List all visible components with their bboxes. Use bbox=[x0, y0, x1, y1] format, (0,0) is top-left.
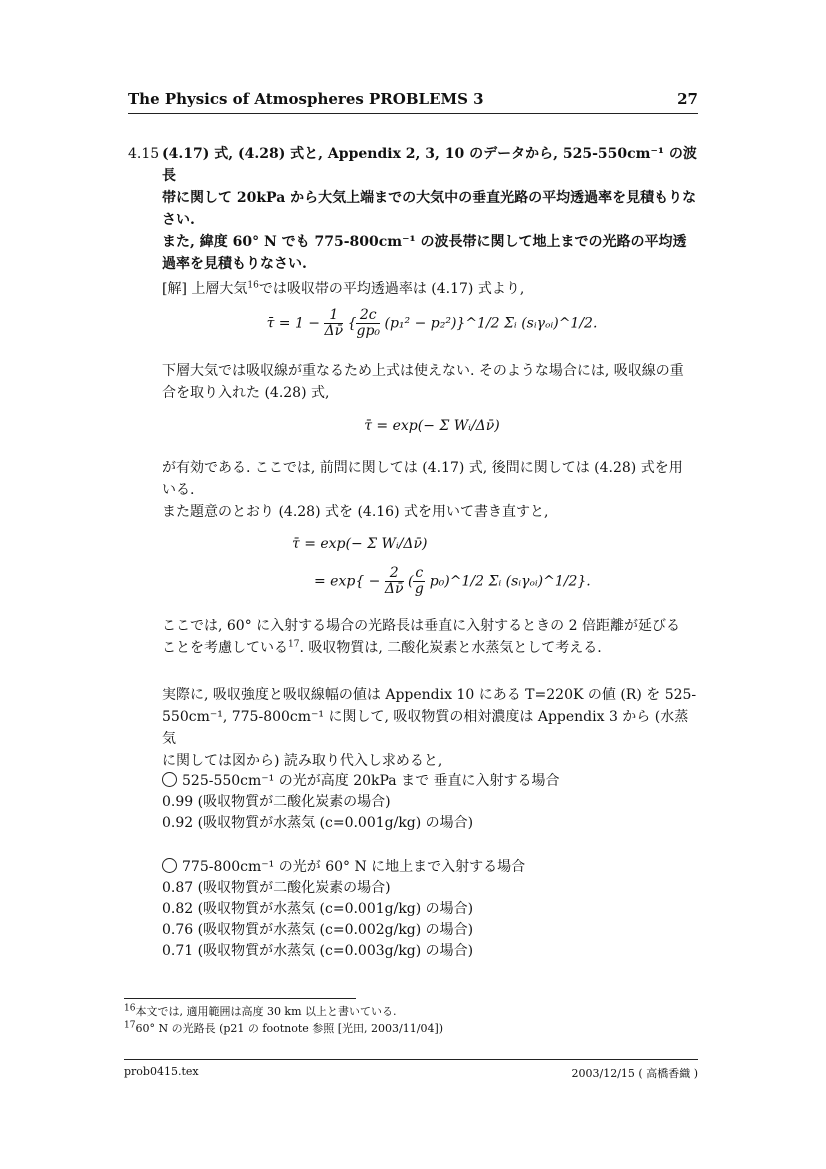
result-item: 0.99 (吸収物質が二酸化炭素の場合) bbox=[162, 794, 391, 810]
paragraph-line: に関しては図から) 読み取り代入し求めると, bbox=[162, 753, 443, 769]
eq3b-frac-num: c bbox=[415, 565, 424, 581]
result-item: 0.87 (吸収物質が二酸化炭素の場合) bbox=[162, 880, 391, 896]
problem-statement bbox=[162, 143, 702, 275]
equation-3a: τ̄ = exp(− Σ Wᵢ/Δν̄) bbox=[292, 536, 428, 552]
paragraph bbox=[162, 615, 702, 659]
result-item: 0.76 (吸収物質が水蒸気 (c=0.002g/kg) の場合) bbox=[162, 922, 474, 938]
eq3b-post: p₀)^1/2 Σᵢ (sᵢγₒᵢ)^1/2}. bbox=[429, 573, 591, 590]
paragraph-line: 実際に, 吸収強度と吸収線幅の値は Appendix 10 にある T=220K の値 (R) を 525- bbox=[162, 687, 697, 703]
footer-date-author: 2003/12/15 ( 高橋香織 ) bbox=[571, 1067, 698, 1080]
case-2 bbox=[162, 857, 525, 962]
paragraph-line: ここでは, 60° に入射する場合の光路長は垂直に入射するときの 2 倍距離が延びる bbox=[162, 618, 680, 634]
circle-bullet-icon bbox=[162, 772, 177, 787]
page-number: 27 bbox=[677, 90, 698, 108]
eq1-frac-num: 1 bbox=[324, 308, 343, 324]
problem-line: 過率を見積もりなさい. bbox=[162, 256, 307, 272]
problem-number: 4.15 bbox=[128, 146, 160, 162]
eq3b-fraction bbox=[385, 566, 404, 597]
intro-text: [解] 上層大気 bbox=[162, 281, 248, 297]
eq1-lhs: τ̄ = 1 − bbox=[266, 315, 321, 332]
equation-1: τ̄ = 1 − $\frac{1}{\Delta\nū}$ { $\frac{2c}{\text{gp₀}}$ (p₁² − p₂²)}^1/2 Σᵢ (sᵢγₒᵢ)^1/2. bbox=[266, 307, 598, 339]
problem-line: (4.17) 式, (4.28) 式と, Appendix 2, 3, 10 のデータから, 525-550cm⁻¹ の波長 bbox=[162, 146, 697, 184]
eq1-frac-den: Δν̄ bbox=[324, 323, 344, 339]
paragraph bbox=[162, 684, 702, 772]
eq1-rest: (p₁² − p₂²)}^1/2 Σᵢ (sᵢγₒᵢ)^1/2. bbox=[384, 315, 598, 332]
paragraph-line: ことを考慮している$^{17}$. 吸収物質は, 二酸化炭素と水蒸気として考える. bbox=[162, 639, 602, 656]
footnote-ref: 16 bbox=[247, 280, 259, 291]
problem-line: さい. bbox=[162, 212, 195, 228]
footnote: $^{17}$60° N の光路長 (p21 の footnote 参照 [光田, 2003/11/04]) bbox=[124, 1020, 444, 1035]
case-heading: 775-800cm⁻¹ の光が 60° N に地上まで入射する場合 bbox=[162, 857, 525, 878]
paragraph-line: 550cm⁻¹, 775-800cm⁻¹ に関して, 吸収物質の相対濃度は Appendix 3 から (水蒸気 bbox=[162, 709, 689, 747]
eq1-fraction bbox=[356, 308, 380, 339]
paragraph bbox=[162, 360, 702, 404]
eq3b-frac-den: g bbox=[414, 581, 424, 597]
footnote-ref: 17 bbox=[288, 639, 300, 650]
eq1-frac-den: gp₀ bbox=[356, 323, 381, 339]
footer-filename: prob0415.tex bbox=[124, 1065, 199, 1078]
paragraph-line: いる. bbox=[162, 482, 195, 498]
paragraph-line: 合を取り入れた (4.28) 式, bbox=[162, 385, 330, 401]
footnote-rule bbox=[124, 998, 356, 999]
paragraph-line: が有効である. ここでは, 前問に関しては (4.17) 式, 後問に関しては (4.28) 式を用 bbox=[162, 460, 683, 476]
footer-rule bbox=[124, 1059, 698, 1060]
eq3b-pre: = exp{ − bbox=[314, 573, 381, 590]
case-1 bbox=[162, 771, 560, 834]
eq1-fraction bbox=[324, 308, 343, 339]
case-heading: 525-550cm⁻¹ の光が高度 20kPa まで 垂直に入射する場合 bbox=[162, 771, 560, 792]
eq3b-frac-num: 2 bbox=[385, 566, 404, 582]
eq3b-fraction bbox=[413, 566, 425, 597]
equation-3b: = exp{ − $\frac{2}{\Delta\nū}$ ( $\frac{c}{g}$ p₀)^1/2 Σᵢ (sᵢγₒᵢ)^1/2}. bbox=[314, 565, 591, 597]
intro-text: では吸収帯の平均透過率は (4.17) 式より, bbox=[258, 281, 525, 297]
result-item: 0.82 (吸収物質が水蒸気 (c=0.001g/kg) の場合) bbox=[162, 901, 474, 917]
paragraph-line: また題意のとおり (4.28) 式を (4.16) 式を用いて書き直すと, bbox=[162, 504, 549, 520]
header-rule bbox=[128, 113, 698, 114]
result-item: 0.92 (吸収物質が水蒸気 (c=0.001g/kg) の場合) bbox=[162, 815, 474, 831]
eq1-frac-num: 2c bbox=[356, 308, 380, 324]
equation-2: τ̄ = exp(− Σ Wᵢ/Δν̄) bbox=[364, 418, 500, 434]
problem-line: また, 緯度 60° N でも 775-800cm⁻¹ の波長帯に関して地上までの光路の平均透 bbox=[162, 234, 687, 250]
result-item: 0.71 (吸収物質が水蒸気 (c=0.003g/kg) の場合) bbox=[162, 943, 474, 959]
footnote: $^{16}$本文では, 適用範囲は高度 30 km 以上と書いている. bbox=[124, 1003, 397, 1018]
circle-bullet-icon bbox=[162, 858, 177, 873]
eq3b-frac-den: Δν̄ bbox=[384, 581, 404, 597]
problem-line: 帯に関して 20kPa から大気上端までの大気中の垂直光路の平均透過率を見積もりな bbox=[162, 190, 697, 206]
solution-intro bbox=[162, 278, 702, 300]
running-title: The Physics of Atmospheres PROBLEMS 3 bbox=[128, 90, 484, 108]
paragraph bbox=[162, 457, 702, 523]
paragraph-line: 下層大気では吸収線が重なるため上式は使えない. そのような場合には, 吸収線の重 bbox=[162, 363, 684, 379]
